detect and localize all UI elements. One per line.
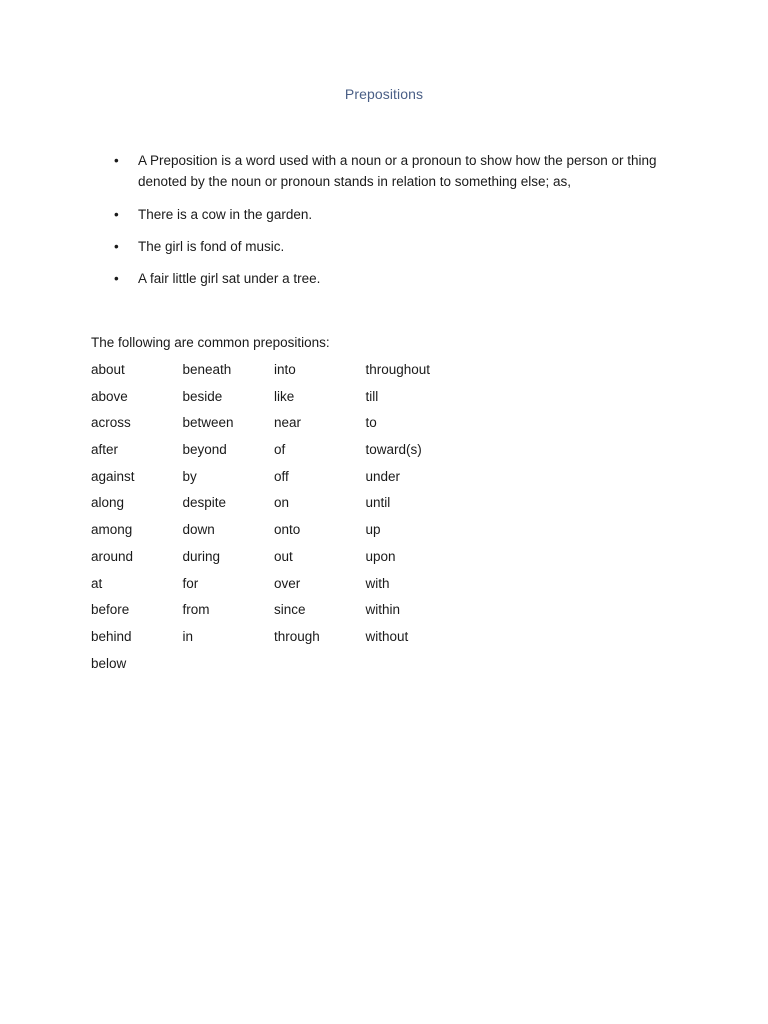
preposition-cell: behind [91,628,132,644]
preposition-cell: above [91,388,128,404]
table-row [91,494,457,521]
bullet-item [112,204,672,225]
preposition-cell: along [91,495,125,511]
preposition-cell: up [365,522,381,538]
table-row [91,601,457,628]
bullet-icon: • [114,271,119,286]
bullet-icon: • [114,239,119,254]
preposition-cell: despite [182,495,227,511]
bullet-item [112,268,672,289]
prepositions-table [91,361,457,681]
prepositions-intro: The following are common prepositions: [91,335,330,350]
preposition-cell: for [182,575,199,591]
preposition-cell: near [274,415,302,431]
bullet-icon: • [114,153,119,168]
bullet-item [112,236,672,257]
preposition-cell: onto [274,522,301,538]
bullet-icon: • [114,207,119,222]
preposition-cell: by [182,468,197,484]
preposition-cell: beneath [182,362,232,377]
table-row [91,441,457,468]
preposition-cell: between [182,415,234,431]
table-row [91,655,457,682]
preposition-cell: around [91,548,134,564]
preposition-cell: after [91,442,119,458]
bullet-text: There is a cow in the garden. [138,207,313,222]
bullet-text: A fair little girl sat under a tree. [138,271,321,286]
preposition-cell: in [182,628,194,644]
preposition-cell: before [91,602,130,618]
preposition-cell: down [182,522,215,538]
definition-bullet-list [112,150,672,300]
preposition-cell: on [274,495,290,511]
bullet-text: A Preposition is a word used with a noun or a pronoun to show how the person or thing denoted by the noun or pronoun stands in relation to something else; as, [138,153,657,189]
preposition-cell: without [365,628,409,644]
preposition-cell: over [274,575,301,591]
preposition-cell: at [91,575,103,591]
preposition-cell: among [91,522,133,538]
preposition-cell [366,655,458,682]
preposition-cell: since [274,602,306,618]
preposition-cell: toward(s) [365,442,422,458]
preposition-cell [274,655,366,682]
preposition-cell: until [365,495,391,511]
table-row [91,521,457,548]
preposition-cell: into [274,362,296,377]
table-row [91,414,457,441]
preposition-cell: within [365,602,401,618]
page-title: Prepositions [344,86,424,102]
preposition-cell: beyond [182,442,227,458]
preposition-cell: of [274,442,286,458]
bullet-text: The girl is fond of music. [138,239,285,254]
preposition-cell: throughout [365,362,431,377]
preposition-cell: out [274,548,293,564]
table-row [91,468,457,495]
bullet-item [112,150,672,192]
preposition-cell: till [365,388,379,404]
table-row [91,361,457,388]
table-row [91,388,457,415]
preposition-cell: like [274,388,295,404]
preposition-cell: to [365,415,377,431]
table-row [91,628,457,655]
preposition-cell: off [274,468,289,484]
table-row [91,575,457,602]
preposition-cell: under [365,468,401,484]
table-row [91,548,457,575]
preposition-cell: against [91,468,135,484]
preposition-cell: upon [365,548,396,564]
preposition-cell: about [91,362,125,377]
preposition-cell: with [365,575,390,591]
preposition-cell: from [182,602,210,618]
preposition-cell: through [274,628,320,644]
preposition-cell [183,655,275,682]
preposition-cell: below [91,655,127,671]
preposition-cell: during [182,548,221,564]
preposition-cell: beside [182,388,223,404]
preposition-cell: across [91,415,131,431]
